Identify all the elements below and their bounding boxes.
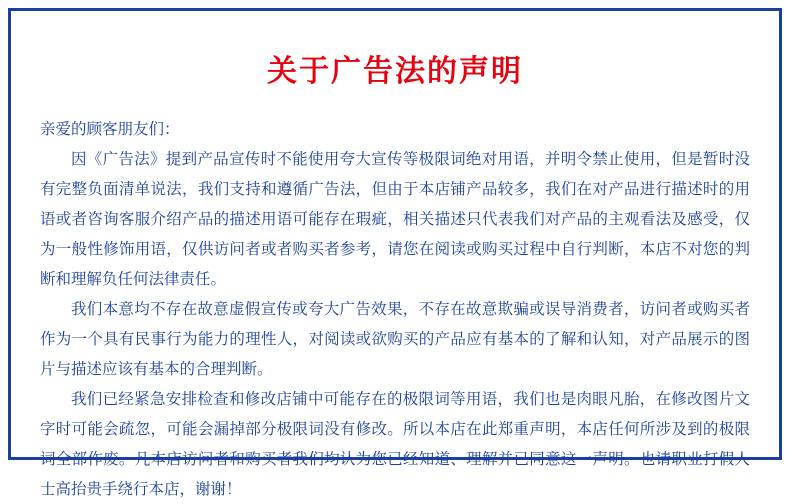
- statement-content: [20, 20, 770, 498]
- paragraph-2: 我们本意均不存在故意虚假宣传或夸大广告效果，不存在故意欺骗或误导消费者，访问者或购买者作为一个具有民事行为能力的理性人，对阅读或欲购买的产品应有基本的了解和认知，对产品展示的图片与描述应该有基本的合理判断。: [40, 300, 750, 378]
- salutation-line: 亲爱的顾客朋友们：: [40, 120, 180, 138]
- paragraph-1: 因《广告法》提到产品宣传时不能使用夸大宣传等极限词绝对用语，并明令禁止使用，但是暂时没有完整负面清单说法，我们支持和遵循广告法，但由于本店铺产品较多，我们在对产品进行描述时的用语或者咨询客服介绍产品的描述用语可能存在瑕疵，相关描述只代表我们对产品的主观看法及感受，仅为一般性修饰用语，仅供访问者或者购买者参考，请您在阅读或购买过程中自行判断，本店不对您的判断和理解负任何法律责任。: [40, 150, 750, 288]
- statement-body: [34, 114, 756, 504]
- paragraph-3: 我们已经紧急安排检查和修改店铺中可能存在的极限词等用语，我们也是肉眼凡胎，在修改图片文字时可能会疏忽，可能会漏掉部分极限词没有修改。所以本店在此郑重声明，本店任何所涉及到的极限词全部作废。凡本店访问者和购买者我们均认为您已经知道、理解并已同意这一声明。也请职业打假人士高抬贵手绕行本店，谢谢！: [40, 390, 750, 498]
- page-title: 关于广告法的声明: [267, 54, 523, 89]
